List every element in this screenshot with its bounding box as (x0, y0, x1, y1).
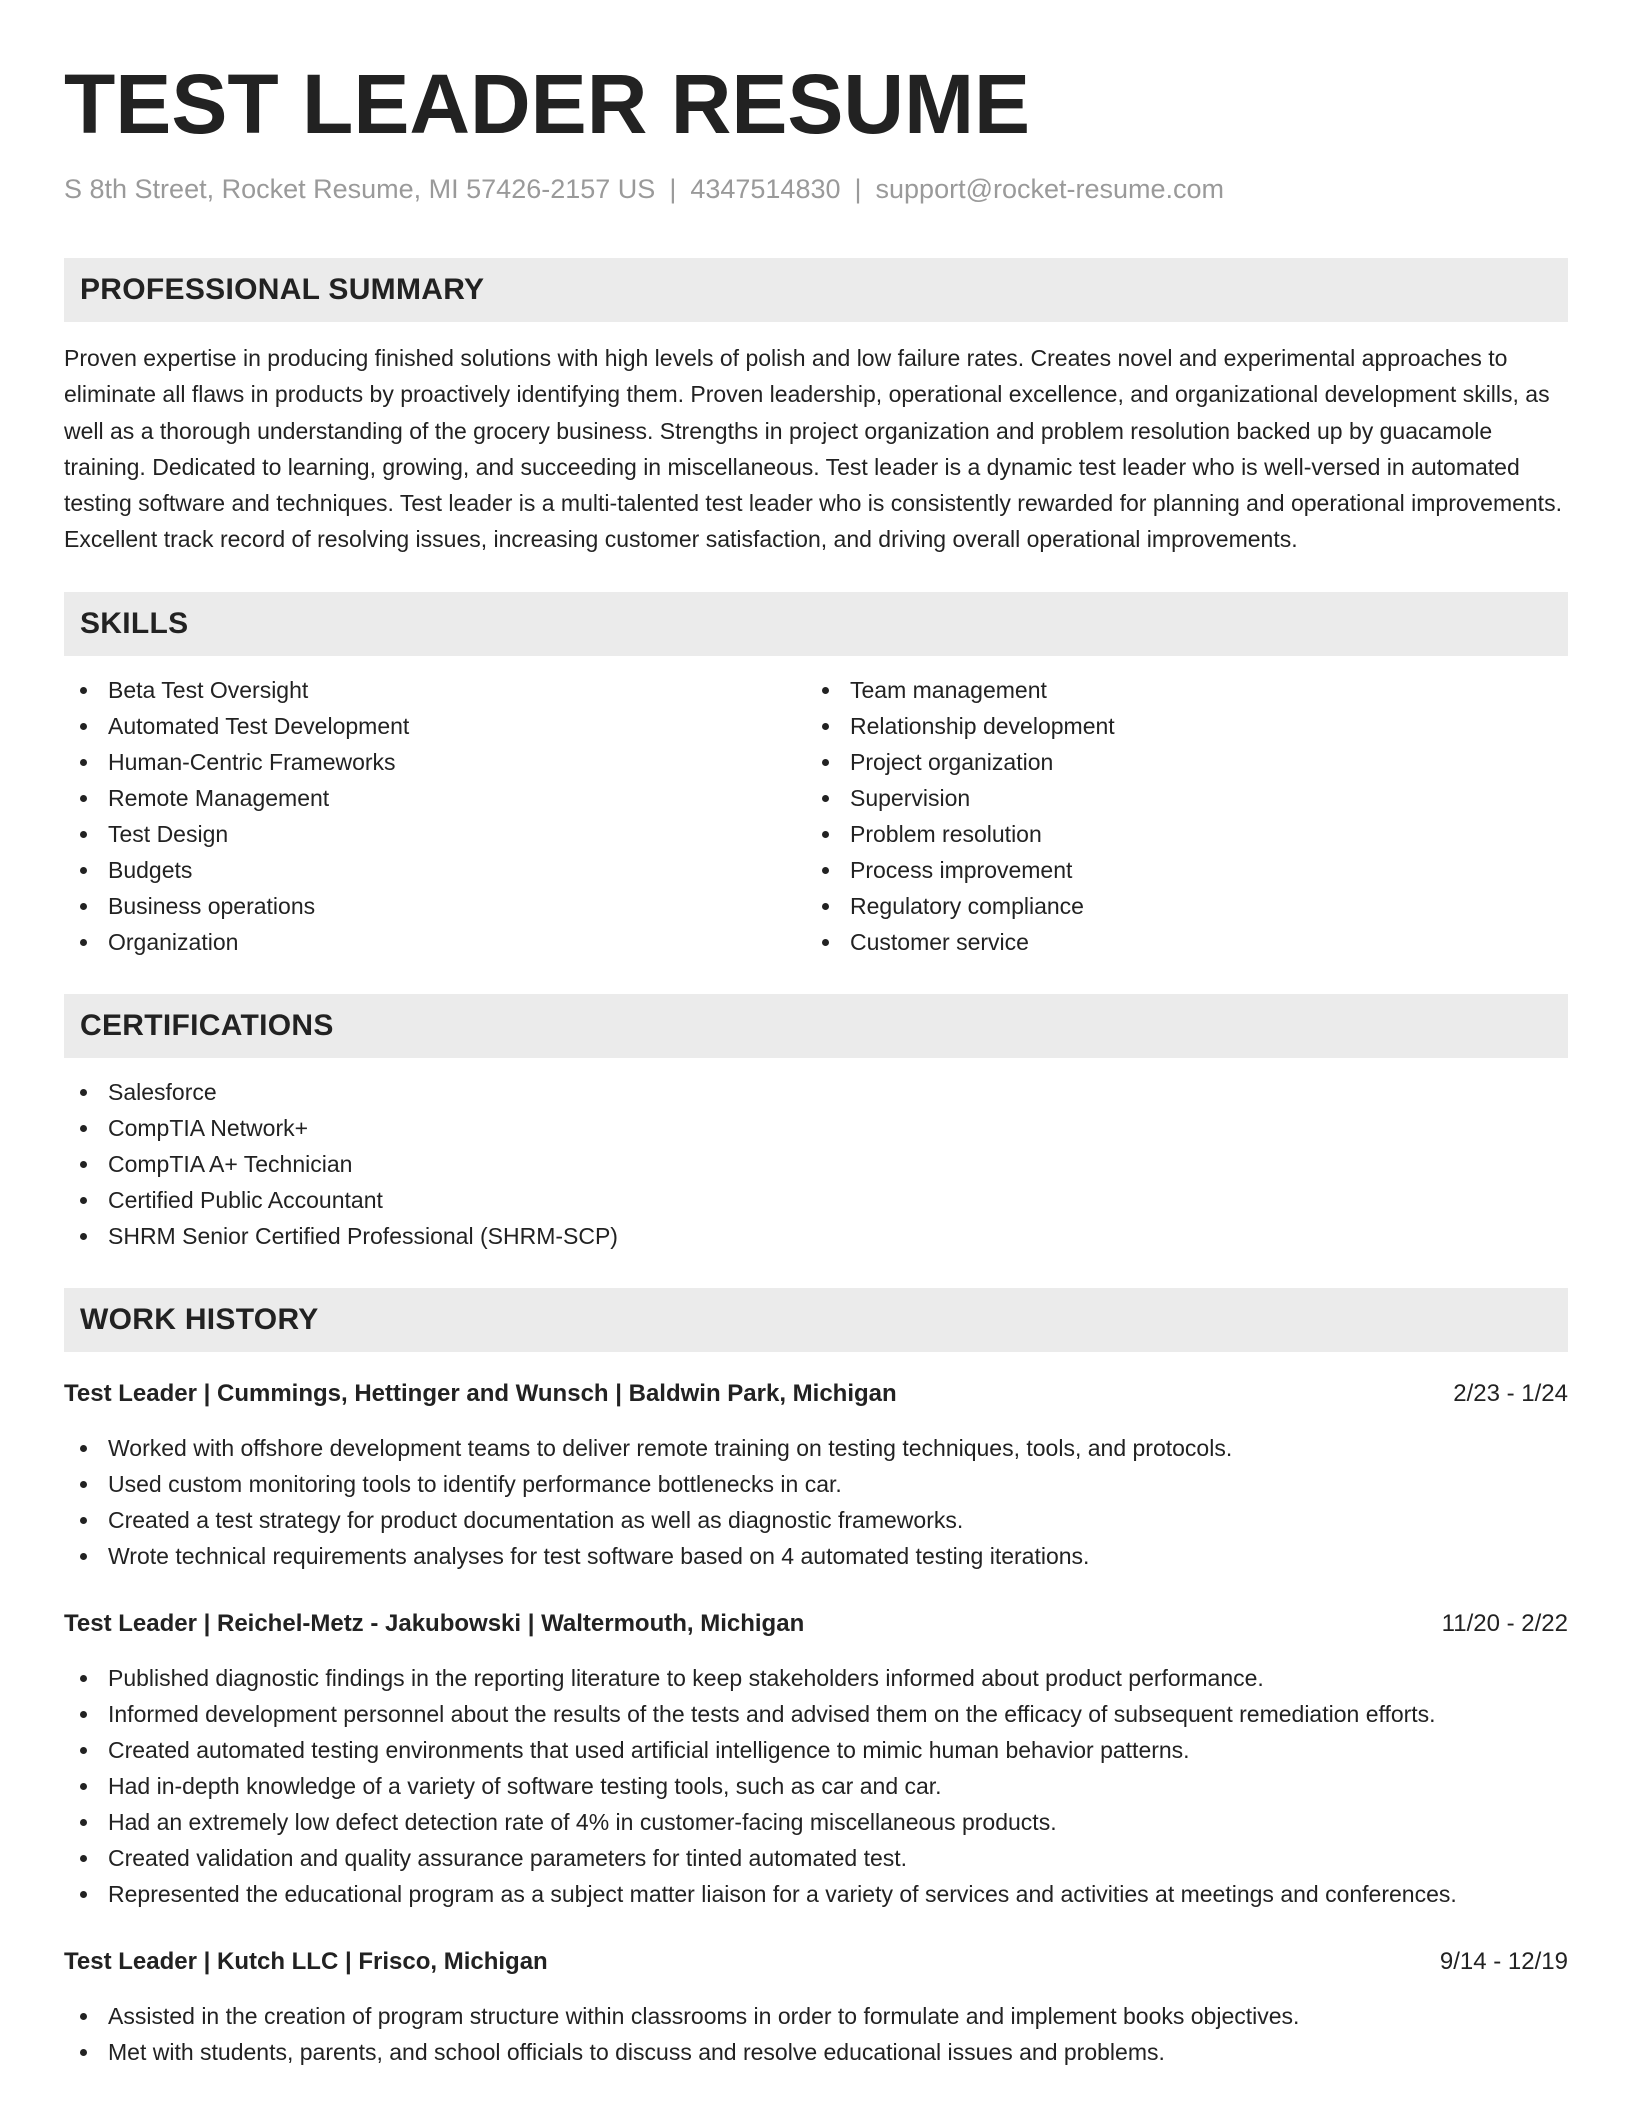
job-bullet: Created a test strategy for product documentation as well as diagnostic frameworks. (64, 1502, 1568, 1538)
skill-item: Budgets (64, 852, 806, 888)
skill-item: Team management (806, 672, 1548, 708)
certifications-list (64, 1074, 1568, 1254)
job-bullet: Assisted in the creation of program structure within classrooms in order to formulate and implement books objectives. (64, 1998, 1568, 2034)
skill-item: Project organization (806, 744, 1548, 780)
skills-grid (64, 672, 1568, 960)
job-header (64, 1606, 1568, 1642)
skills-left-column (64, 672, 806, 960)
job-bullet: Wrote technical requirements analyses for test software based on 4 automated testing iterations. (64, 1538, 1568, 1574)
job-bullets (64, 1998, 1568, 2070)
skill-item: Process improvement (806, 852, 1548, 888)
skills-heading: SKILLS (64, 592, 1568, 656)
job-dates: 11/20 - 2/22 (1441, 1609, 1568, 1637)
job-bullet: Created validation and quality assurance parameters for tinted automated test. (64, 1840, 1568, 1876)
skill-item: Supervision (806, 780, 1548, 816)
resume-title: TEST LEADER RESUME (64, 57, 1031, 151)
job-title: Test Leader | Kutch LLC | Frisco, Michigan (64, 1947, 548, 1975)
summary-heading: PROFESSIONAL SUMMARY (64, 258, 1568, 322)
certification-item: SHRM Senior Certified Professional (SHRM-SCP) (64, 1218, 1568, 1254)
certification-item: CompTIA Network+ (64, 1110, 1568, 1146)
job-dates: 9/14 - 12/19 (1439, 1947, 1568, 1975)
certifications-heading: CERTIFICATIONS (64, 994, 1568, 1058)
contact-line (64, 172, 1568, 206)
skill-item: Problem resolution (806, 816, 1548, 852)
skill-item: Automated Test Development (64, 708, 806, 744)
skill-item: Human-Centric Frameworks (64, 744, 806, 780)
job-bullet: Had an extremely low defect detection rate of 4% in customer-facing miscellaneous products. (64, 1804, 1568, 1840)
job-bullet: Had in-depth knowledge of a variety of software testing tools, such as car and car. (64, 1768, 1568, 1804)
work-history-heading: WORK HISTORY (64, 1288, 1568, 1352)
job-dates: 2/23 - 1/24 (1453, 1379, 1568, 1407)
certification-item: Certified Public Accountant (64, 1182, 1568, 1218)
skill-item: Beta Test Oversight (64, 672, 806, 708)
contact-separator: | (669, 174, 677, 204)
contact-address: S 8th Street, Rocket Resume, MI 57426-2157 US (64, 174, 656, 204)
skill-item: Test Design (64, 816, 806, 852)
skill-item: Relationship development (806, 708, 1548, 744)
summary-text: Proven expertise in producing finished solutions with high levels of polish and low failure rates. Creates novel and experimental approaches to eliminate all flaws in products by proactively identifying them. Proven leadership, operational excellence, and organizational development skills, as well as a thorough understanding of the grocery business. Strengths in project organization and problem resolution backed up by guacamole training. Dedicated to learning, growing, and succeeding in miscellaneous. Test leader is a dynamic test leader who is well-versed in automated testing software and techniques. Test leader is a multi-talented test leader who is consistently rewarded for planning and operational improvements. Excellent track record of resolving issues, increasing customer satisfaction, and driving overall operational improvements. (64, 345, 1562, 553)
skill-item: Regulatory compliance (806, 888, 1548, 924)
job-bullets (64, 1660, 1568, 1912)
certification-item: Salesforce (64, 1074, 1568, 1110)
certification-item: CompTIA A+ Technician (64, 1146, 1568, 1182)
job-header (64, 1376, 1568, 1412)
skill-item: Business operations (64, 888, 806, 924)
job-bullet: Represented the educational program as a subject matter liaison for a variety of services and activities at meetings and conferences. (64, 1876, 1568, 1912)
skill-item: Remote Management (64, 780, 806, 816)
job-header (64, 1944, 1568, 1980)
contact-email: support@rocket-resume.com (875, 174, 1225, 204)
job-title: Test Leader | Cummings, Hettinger and Wunsch | Baldwin Park, Michigan (64, 1379, 897, 1407)
resume-page (64, 0, 1568, 2070)
contact-phone: 4347514830 (690, 174, 841, 204)
contact-separator: | (854, 174, 862, 204)
skill-item: Customer service (806, 924, 1548, 960)
skills-right-column (806, 672, 1548, 960)
job-bullet: Informed development personnel about the results of the tests and advised them on the efficacy of subsequent remediation efforts. (64, 1696, 1568, 1732)
job-bullet: Published diagnostic findings in the reporting literature to keep stakeholders informed about product performance. (64, 1660, 1568, 1696)
job-bullet: Used custom monitoring tools to identify performance bottlenecks in car. (64, 1466, 1568, 1502)
job-bullets (64, 1430, 1568, 1574)
job-bullet: Created automated testing environments that used artificial intelligence to mimic human behavior patterns. (64, 1732, 1568, 1768)
job-title: Test Leader | Reichel-Metz - Jakubowski | Waltermouth, Michigan (64, 1609, 805, 1637)
job-bullet: Met with students, parents, and school officials to discuss and resolve educational issues and problems. (64, 2034, 1568, 2070)
skill-item: Organization (64, 924, 806, 960)
job-bullet: Worked with offshore development teams to deliver remote training on testing techniques, tools, and protocols. (64, 1430, 1568, 1466)
